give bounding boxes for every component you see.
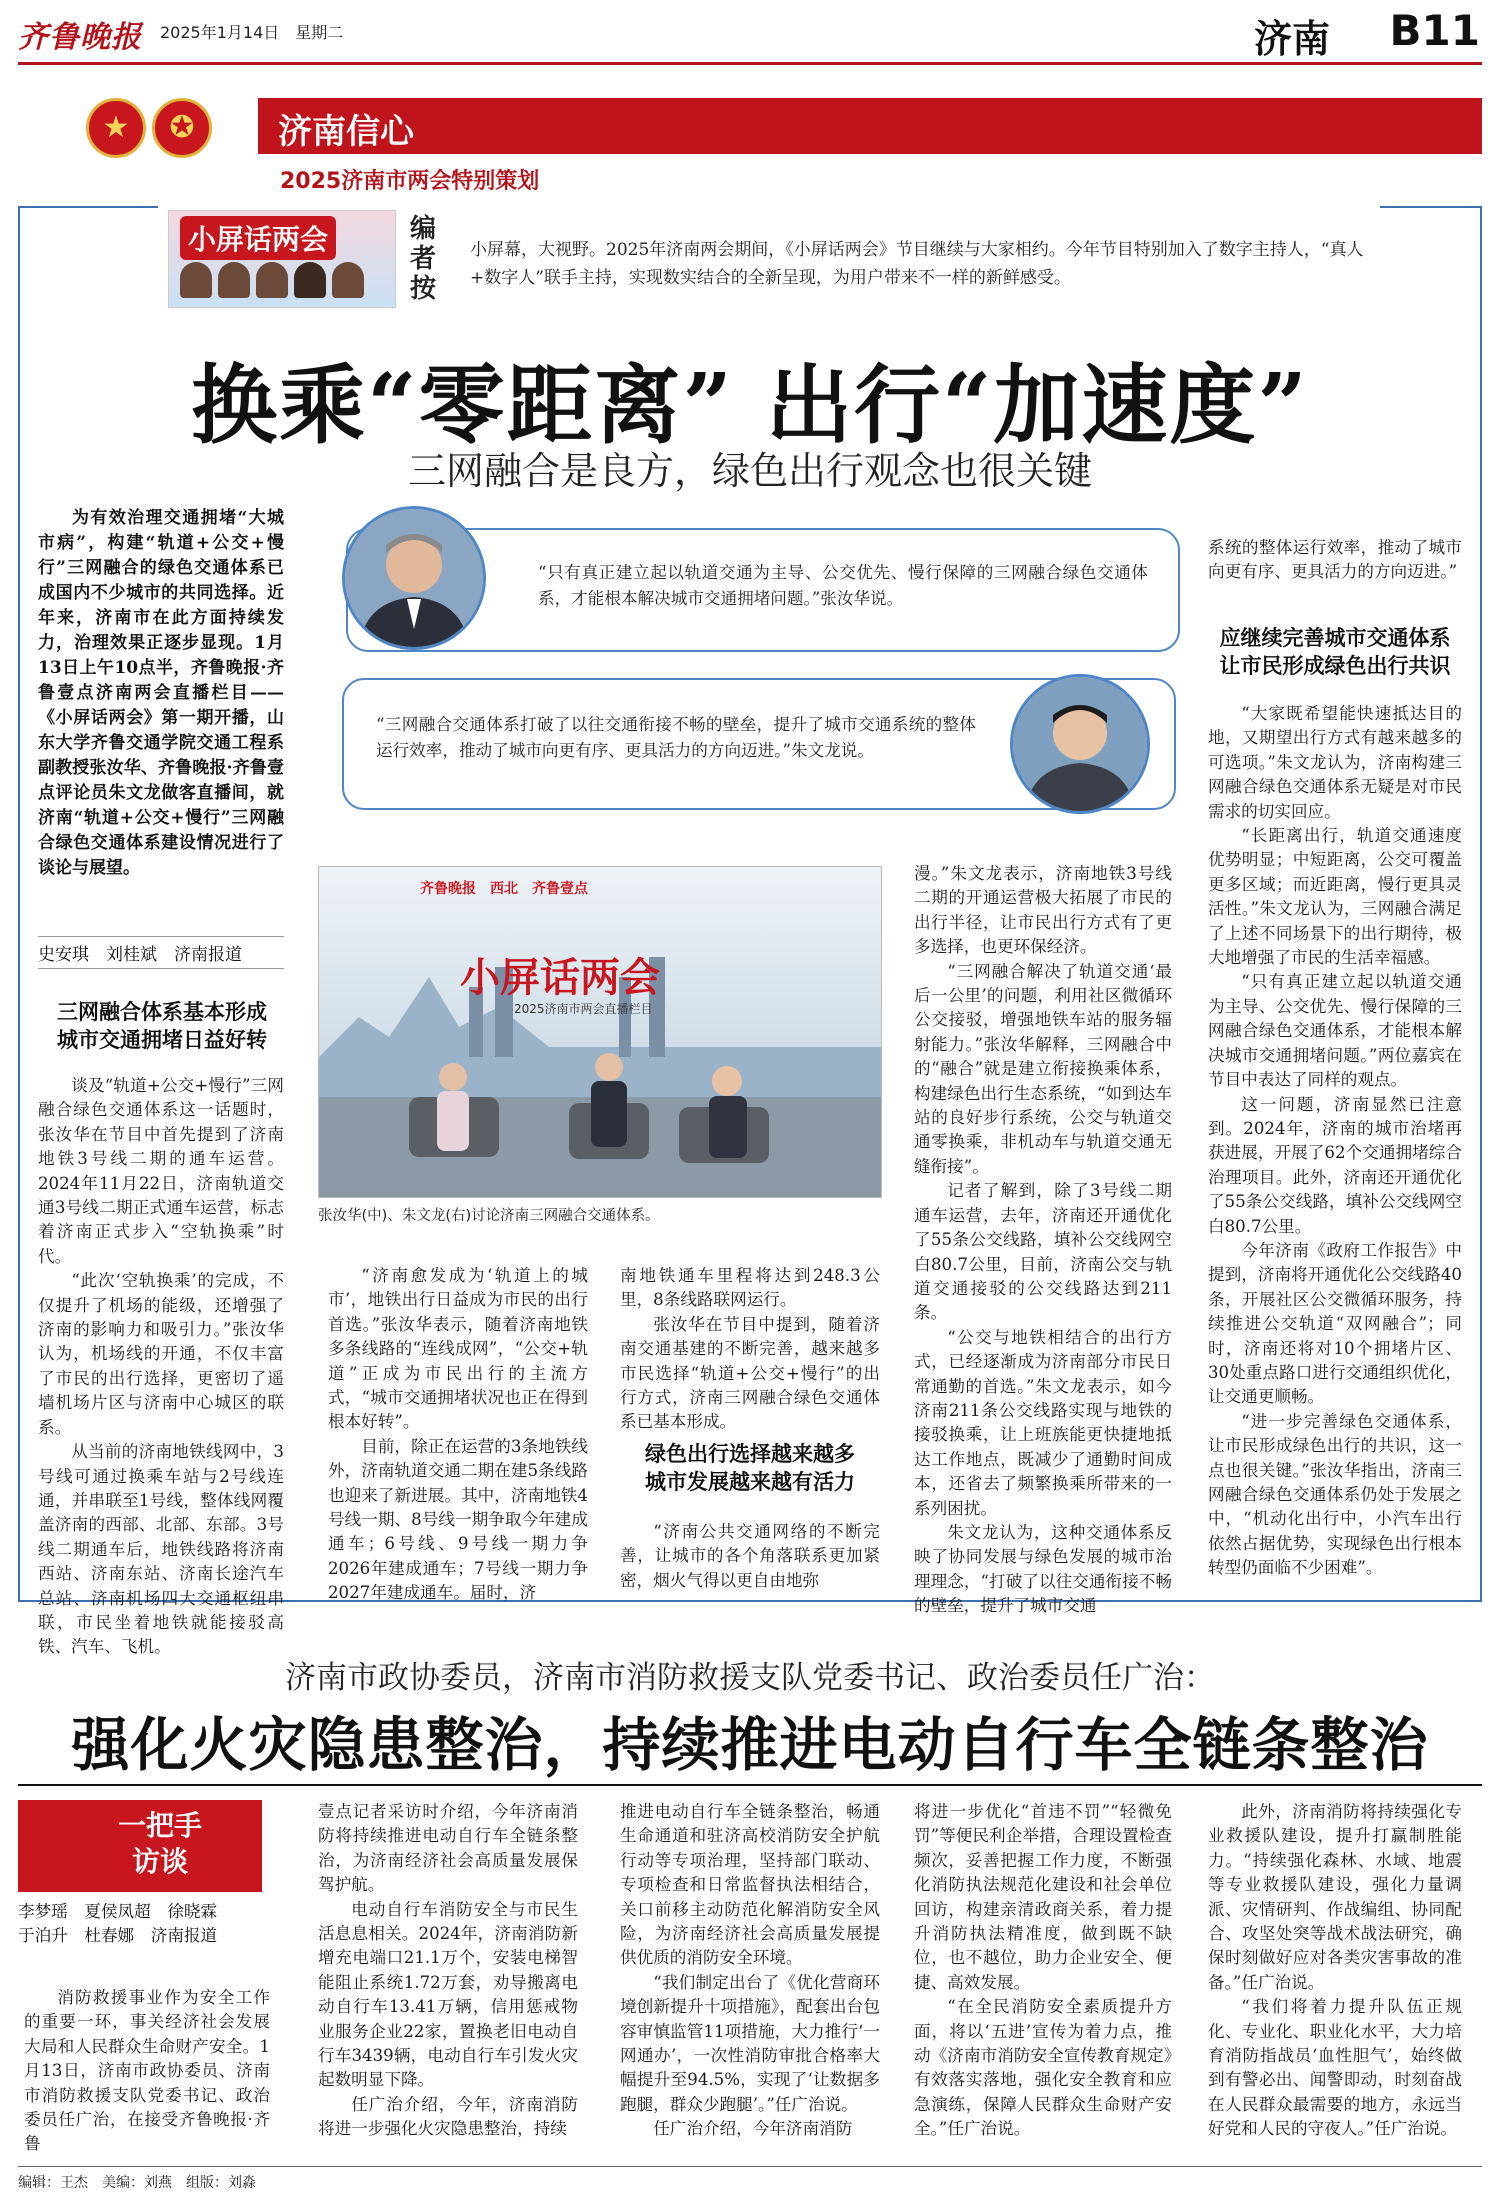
studio-photo (318, 866, 882, 1198)
column-3-body: 南地铁通车里程将达到248.3公里，8条线路联网运行。 张汝华在节目中提到，随着济南交通基建的不断完善，越来越多市民选择“轨道+公交+慢行”的出行方式，济南三网融合绿色交通体系已基本形成。 (620, 1266, 880, 1432)
fire-column-2: 壹点记者采访时介绍，今年济南消防将持续推进电动自行车全链条整治，为济南经济社会高质量发展保驾护航。 电动自行车消防安全与市民生活息息相关。2024年，济南消防新增充电端口21.1万个，安装电梯智能阻止系统1.72万套，劝导搬离电动自行车13.41万辆，信用惩戒物业服务企业22家，置换老旧电动自行车3439辆，电动自行车引发火灾起数明显下降。 任广治介绍，今年，济南消防将进一步强化火灾隐患整治，持续 (318, 1802, 578, 2139)
section-heading-1: 三网融合体系基本形成 城市交通拥堵日益好转 (57, 999, 267, 1052)
fire-column-5: 此外，济南消防将持续强化专业救援队建设，提升打赢制胜能力。“持续强化森林、水域、地震等专业救援队建设，强化力量调派、灾情研判、作战编组、协同配合、攻坚处突等战术战法研究，确保时刻做好应对各类灾害事故的准备。”任广治说。 “我们将着力提升队伍正规化、专业化、职业化水平，大力培育消防指战员‘血性胆气’，始终做到有警必出、闻警即动，时刻奋战在人民群众最需要的地方，永远当好党和人民的守夜人。”任广治说。 (1208, 1802, 1462, 2139)
editor-note: 小屏幕，大视野。2025年济南两会期间，《小屏话两会》节目继续与大家相约。今年节目特别加入了数字主持人，“真人+数字人”联手主持，实现数实结合的全新呈现，为用户带来不一样的新鲜感受。 (470, 240, 1364, 288)
fire-rule (18, 1784, 1482, 1786)
cppcc-emblem-icon: ✪ (152, 98, 212, 158)
portrait-zhu (1010, 674, 1150, 814)
page-city: 济南 (1253, 16, 1330, 61)
program-logo: 小屏话两会 (180, 216, 336, 260)
column-2-body: “济南愈发成为‘轨道上的城市’，地铁出行日益成为市民的出行首选。”张汝华表示，随着济南地铁多条线路的“连线成网”，“公交+轨道”正成为市民出行的主流方式，“城市交通拥堵状况也正在得到根本好转”。 目前，除正在运营的3条地铁线外，济南轨道交通二期在建5条线路也迎来了新进展。其中，济南地铁4号线一期、8号线一期争取今年建成通车；6号线、9号线一期力争2026年建成通车；7号线一期力争2027年建成通车。届时，济 (328, 1266, 588, 1603)
photo-subtitle: 2025济南市两会直播栏目 (514, 1002, 653, 1016)
interview-badge-text: 一把手 访谈 (117, 1809, 202, 1878)
main-headline: 换乘“零距离” 出行“加速度” (191, 355, 1309, 456)
quote-1-text: “只有真正建立起以轨道交通为主导、公交优先、慢行保障的三网融合绿色交通体系，才能根本解决城市交通拥堵问题。”张汝华说。 (538, 563, 1148, 608)
photo-logo: 齐鲁晚报 西北 齐鲁壹点 (420, 881, 588, 897)
article-byline: 史安琪 刘桂斌 济南报道 (38, 936, 284, 969)
portrait-zhang (342, 506, 486, 650)
fire-column-4: 将进一步优化“首违不罚”“轻微免罚”等便民利企举措，合理设置检查频次，妥善把握工作力度，不断强化消防执法规范化建设和社会单位回访，构建亲清政商关系，着力提升消防执法精准度，做到既不缺位，也不越位，助力企业安全、便捷、高效发展。 “在全民消防安全素质提升方面，将以‘五进’宣传为着力点，推动《济南市消防安全宣传教育规定》有效落实落地，强化安全教育和应急演练，保障人民群众生命财产安全。”任广治说。 (914, 1802, 1172, 2139)
masthead-logo: 齐鲁晚报 (18, 20, 142, 55)
fire-kicker: 济南市政协委员，济南市消防救援支队党委书记、政治委员任广治： (285, 1660, 1215, 1696)
main-subhead: 三网融合是良方，绿色出行观念也很关键 (407, 449, 1092, 493)
quote-2-text: “三网融合交通体系打破了以往交通衔接不畅的壁垒，提升了城市交通系统的整体运行效率，推动了城市向更有序、更具活力的方向迈进。”朱文龙说。 (376, 715, 976, 760)
fire-column-3: 推进电动自行车全链条整治，畅通生命通道和驻济高校消防安全护航行动等专项治理，坚持部门联动、专项检查和日常监督执法相结合，关口前移主动防范化解消防安全风险，为济南经济社会高质量发展提供优质的消防安全环境。 “我们制定出台了《优化营商环境创新提升十项措施》，配套出台包容审慎监管11项措施，大力推行‘一网通办’，一次性消防审批合格率大幅提升至94.5%，实现了‘让数据多跑腿，群众少跑腿’。”任广治说。 任广治介绍，今年济南消防 (620, 1802, 880, 2139)
column-1-body: 谈及“轨道+公交+慢行”三网融合绿色交通体系这一话题时，张汝华在节目中首先提到了济南地铁3号线二期的通车运营。2024年11月22日，济南轨道交通3号线二期正式通车运营，标志着济南正式步入“空轨换乘”时代。 “此次‘空轨换乘’的完成，不仅提升了机场的能级，还增强了济南的影响力和吸引力。”张汝华认为，机场线的开通，不仅丰富了市民的出行选择，更密切了遥墙机场片区与济南中心城区的联系。 从当前的济南地铁线网中，3号线可通过换乘车站与2号线连通，并串联至1号线，整体线网覆盖济南的西部、北部、东部。3号线二期通车后，地铁线路将济南西站、济南东站、济南长途汽车总站、济南机场四大交通枢纽串联，市民坐着地铁就能接驳高铁、汽车、飞机。 (38, 1076, 284, 1657)
national-emblem-icon: ★ (86, 98, 146, 158)
footer-rule (18, 2166, 1482, 2167)
editor-note-label: 编者按 (410, 214, 437, 304)
special-plan-label: 2025济南市两会特别策划 (280, 169, 540, 194)
frame-top-line (18, 206, 158, 208)
column-4-body: 漫。”朱文龙表示，济南地铁3号线二期的开通运营极大拓展了市民的出行半径，让市民出行方式有了更多选择，也更环保经济。 “三网融合解决了轨道交通‘最后一公里’的问题，利用社区微循环公交接驳，增强地铁车站的服务辐射能力。”张汝华解释，三网融合中的“融合”就是建立衔接换乘体系，构建绿色出行生态系统，“如到达车站的良好步行系统，公交与轨道交通零换乘，非机动车与轨道交通无缝衔接”。 记者了解到，除了3号线二期通车运营，去年，济南还开通优化了55条公交线路，填补公交线网空白80.7公里，目前，济南公交与轨道交通接驳的公交线路达到211条。 “公交与地铁相结合的出行方式，已经逐渐成为济南部分市民日常通勤的首选。”朱文龙表示，如今济南211条公交线路实现与地铁的接驳换乘，让上班族能更快捷地抵达工作地点，既减少了通勤时间成本，还省去了频繁换乘所带来的一系列困扰。 朱文龙认为，这种交通体系反映了协同发展与绿色发展的城市治理理念，“打破了以往交通衔接不畅的壁垒，提升了城市交通 (914, 864, 1172, 1616)
header-rule (18, 62, 1482, 65)
footer-credits: 编辑：王杰 美编：刘燕 组版：刘淼 (18, 2175, 256, 2191)
frame-top-line-right (1380, 206, 1482, 208)
section-heading-2: 绿色出行选择越来越多 城市发展越来越有活力 (645, 1441, 855, 1494)
photo-title: 小屏话两会 (460, 954, 660, 1001)
fire-headline: 强化火灾隐患整治，持续推进电动自行车全链条整治 (71, 1711, 1429, 1779)
fire-byline: 李梦瑶 夏侯凤超 徐晓霖 于泊升 杜春娜 济南报道 (18, 1902, 218, 1945)
issue-date: 2025年1月14日 星期二 (160, 23, 344, 42)
page-number: B11 (1389, 6, 1480, 55)
fire-column-1: 消防救援事业作为安全工作的重要一环，事关经济社会发展大局和人民群众生命财产安全。1月13日，济南市政协委员、济南市消防救援支队党委书记、政治委员任广治，在接受齐鲁晚报·齐鲁 (24, 1988, 270, 2154)
host-portraits (180, 262, 380, 302)
column-5-top: 系统的整体运行效率，推动了城市向更有序、更具活力的方向迈进。” (1208, 538, 1462, 582)
column-5-body: “大家既希望能快速抵达目的地，又期望出行方式有越来越多的可选项。”朱文龙认为，济南构建三网融合绿色交通体系无疑是对市民需求的切实回应。 “长距离出行，轨道交通速度优势明显；中短距离，公交可覆盖更多区域；而近距离，慢行更具灵活性。”朱文龙认为，三网融合满足了上述不同场景下的出行期待，极大地增强了市民的生活幸福感。 “只有真正建立起以轨道交通为主导、公交优先、慢行保障的三网融合绿色交通体系，才能根本解决城市交通拥堵问题。”两位嘉宾在节目中表达了同样的观点。 这一问题，济南显然已注意到。2024年，济南的城市治堵再获进展，开展了62个交通拥堵综合治理项目。此外，济南还开通优化了55条公交线路，填补公交线网空白80.7公里。 今年济南《政府工作报告》中提到，济南将开通优化公交线路40条，开展社区公交微循环服务，持续推进公交轨道“双网融合”；同时，济南还将对10个拥堵片区、30处重点路口进行交通组织优化，让交通更顺畅。 “进一步完善绿色交通体系，让市民形成绿色出行的共识，这一点也很关键。”张汝华指出，济南三网融合绿色交通体系仍处于发展之中，“机动化出行中，小汽车出行依然占据优势，实现绿色出行根本转型仍面临不少困难”。 (1208, 704, 1462, 1578)
section-title: 济南信心 (278, 112, 414, 152)
column-3-body-cont: “济南公共交通网络的不断完善，让城市的各个角落联系更加紧密，烟火气得以更自由地弥 (620, 1522, 880, 1590)
section-heading-3: 应继续完善城市交通体系 让市民形成绿色出行共识 (1219, 625, 1451, 678)
photo-caption: 张汝华(中)、朱文龙(右)讨论济南三网融合交通体系。 (318, 1208, 660, 1224)
section-bar (258, 98, 1482, 154)
lead-paragraph: 为有效治理交通拥堵“大城市病”，构建“轨道+公交+慢行”三网融合的绿色交通体系已成国内不少城市的共同选择。近年来，济南市在此方面持续发力，治理效果正逐步显现。1月13日上午10点半，齐鲁晚报·齐鲁壹点济南两会直播栏目——《小屏话两会》第一期开播，山东大学齐鲁交通学院交通工程系副教授张汝华、齐鲁晚报·齐鲁壹点评论员朱文龙做客直播间，就济南“轨道+公交+慢行”三网融合绿色交通体系建设情况进行了谈论与展望。 (38, 508, 284, 878)
